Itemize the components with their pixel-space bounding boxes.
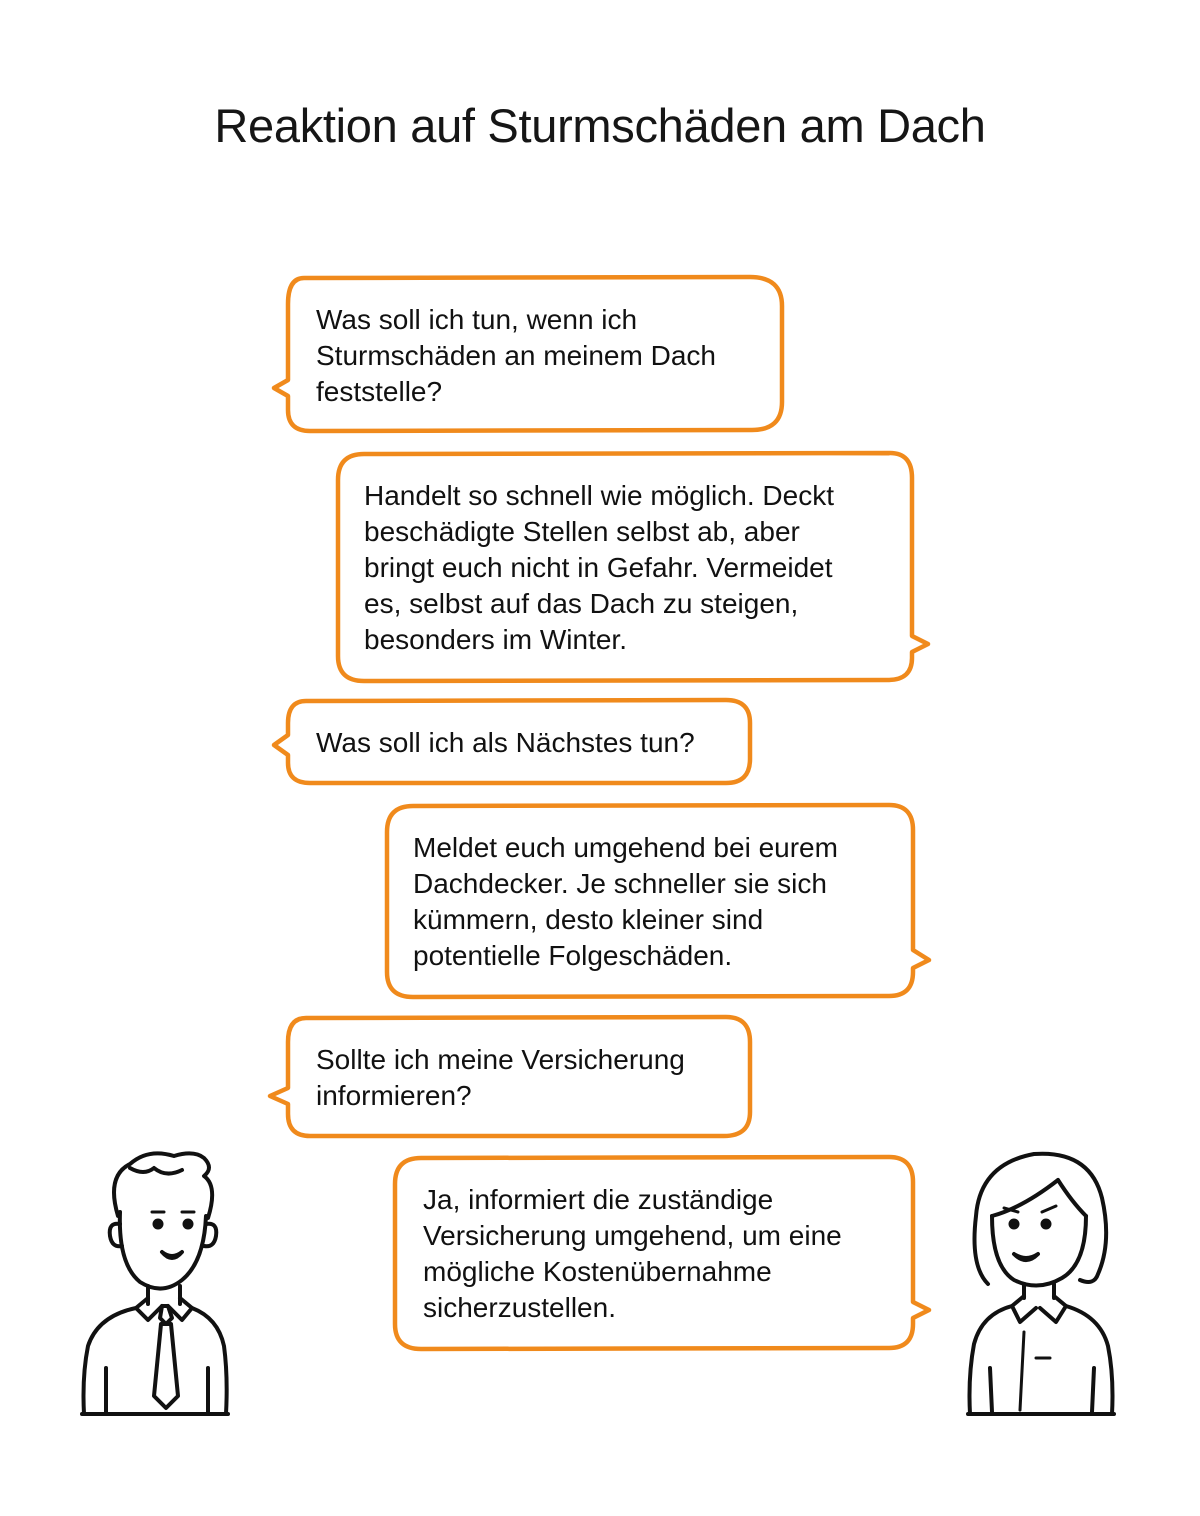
- page-title: Reaktion auf Sturmschäden am Dach: [214, 99, 986, 152]
- message-text: Handelt so schnell wie möglich. Deckt beschädigte Stellen selbst ab, aber bringt euch nicht in Gefahr. Vermeidet es, selbst auf das Dach zu steigen, besonders im Winter.: [364, 480, 834, 655]
- man-with-tie-icon: [78, 1146, 232, 1418]
- chat-bubble-question: [270, 697, 754, 787]
- chat-bubble-answer: [334, 450, 934, 684]
- message-text: Was soll ich als Nächstes tun?: [316, 727, 695, 758]
- message-text: Sollte ich meine Versicherung informieren?: [316, 1044, 685, 1111]
- message-text: Meldet euch umgehend bei eurem Dachdecker. Je schneller sie sich kümmern, desto kleiner sind potentielle Folgeschäden.: [413, 832, 838, 971]
- chat-bubble-question: [266, 1014, 754, 1140]
- message-text: Was soll ich tun, wenn ich Sturmschäden an meinem Dach feststelle?: [316, 304, 716, 407]
- chat-bubble-question: [270, 274, 786, 434]
- woman-icon: [962, 1146, 1122, 1418]
- message-text: Ja, informiert die zuständige Versicherung umgehend, um eine mögliche Kostenübernahme sicherzustellen.: [423, 1184, 842, 1323]
- chat-bubble-answer: [383, 802, 934, 1000]
- chat-bubble-answer: [391, 1154, 934, 1352]
